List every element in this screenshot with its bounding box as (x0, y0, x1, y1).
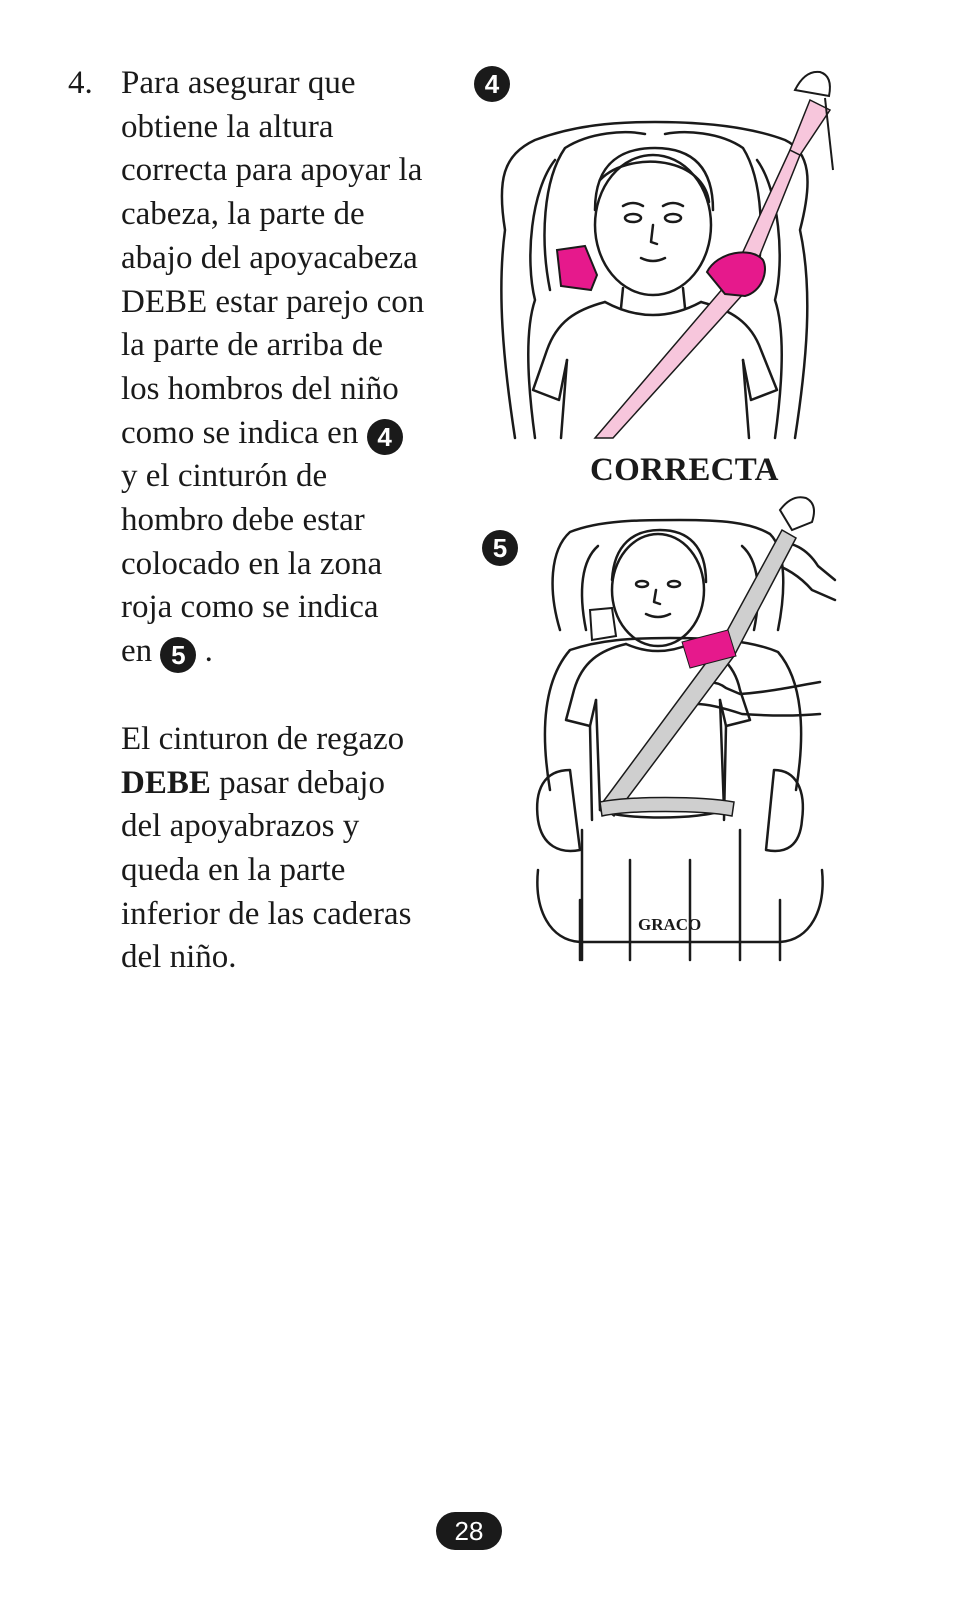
text-line: abajo del apoyacabeza (121, 239, 418, 276)
text-line-debe (68, 762, 468, 806)
text-line: queda en la parte (121, 851, 346, 888)
step-4-line (68, 62, 468, 106)
text-fragment: pasar debajo (210, 764, 385, 801)
text-line: la parte de arriba de (121, 327, 384, 364)
instruction-text (68, 62, 468, 980)
step-number: 4. (68, 65, 93, 101)
text-line: correcta para apoyar la (121, 152, 423, 189)
figure-5-reference-badge: 5 (160, 637, 196, 673)
text-line: obtiene la altura (121, 108, 334, 145)
text-fragment: . (204, 633, 213, 670)
text-line: los hombros del niño (121, 370, 399, 407)
figure-4-reference-badge: 4 (367, 419, 403, 455)
text-line: inferior de las caderas (121, 895, 412, 932)
graco-brand-logo: GRACO (638, 915, 702, 934)
text-fragment: como se indica en (121, 414, 359, 451)
text-line: DEBE estar parejo con (121, 283, 425, 320)
text-line: del apoyabrazos y (121, 808, 360, 845)
text-fragment: en (121, 633, 153, 670)
text-line: roja como se indica (121, 589, 379, 626)
text-line: hombro debe estar (121, 502, 365, 539)
text-line: cabeza, la parte de (121, 196, 365, 233)
emphasis-debe: DEBE (121, 764, 211, 801)
text-line: y el cinturón de (121, 458, 328, 495)
figure-4-illustration (495, 60, 840, 440)
page-number: 28 (436, 1512, 502, 1550)
figure-5-illustration (530, 490, 840, 965)
figure-5-badge: 5 (482, 530, 518, 566)
text-line: Para asegurar que (121, 65, 356, 101)
text-line-ref-5 (68, 630, 468, 674)
figure-4-caption: CORRECTA (590, 452, 779, 488)
text-line-ref-4 (68, 412, 468, 456)
figure-4-badge: 4 (474, 66, 510, 102)
text-line: colocado en la zona (121, 545, 383, 582)
text-line: El cinturon de regazo (121, 720, 405, 757)
text-line: del niño. (121, 939, 237, 976)
